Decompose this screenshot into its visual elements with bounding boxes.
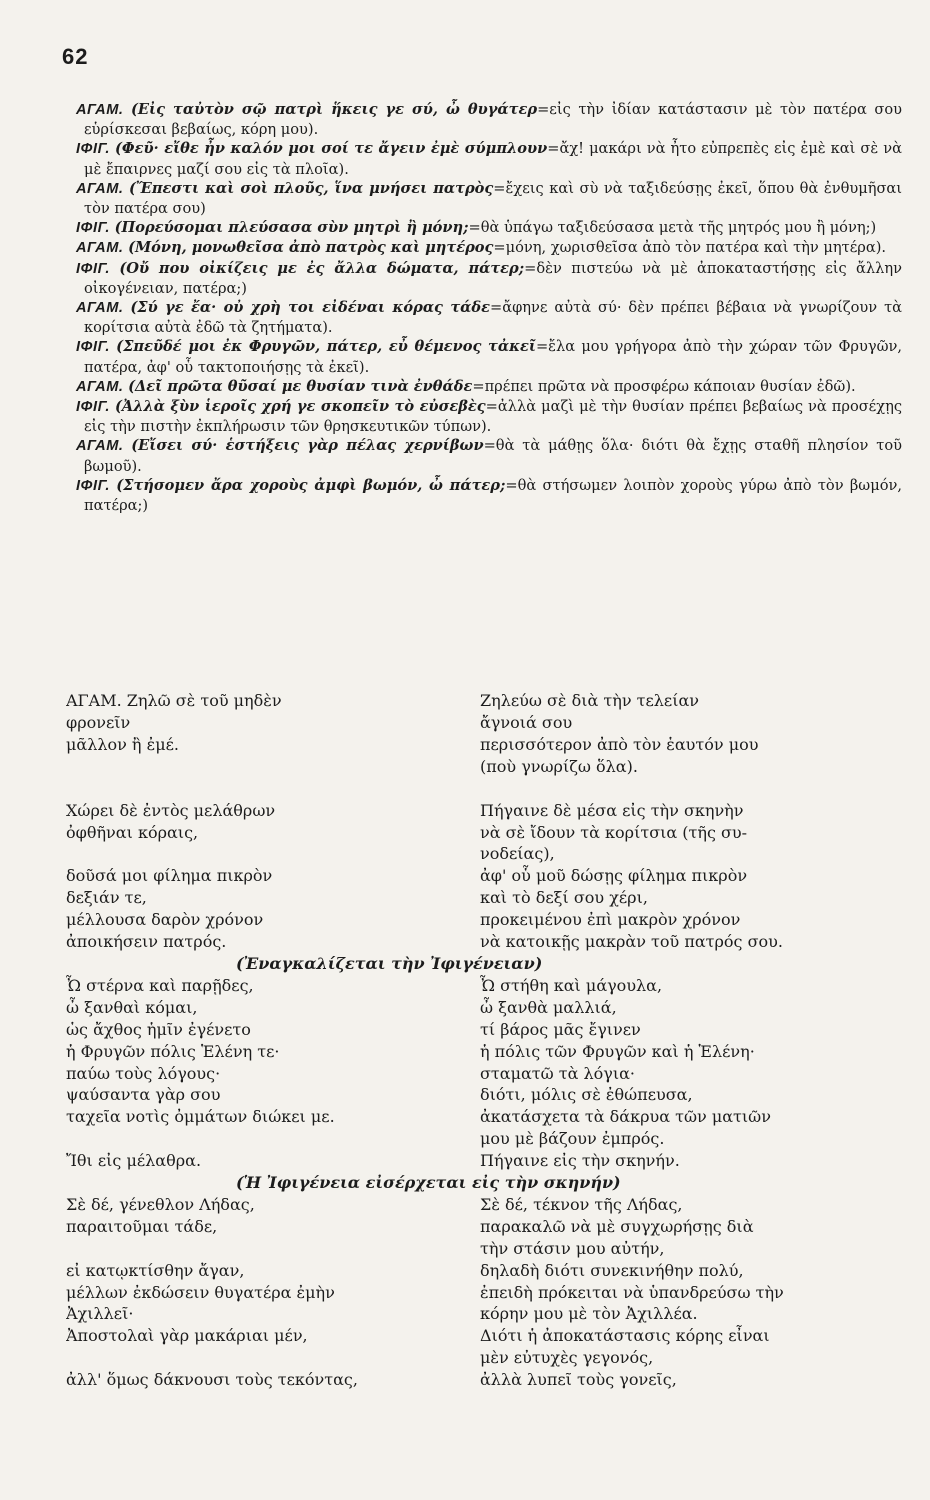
parallel-text-columns <box>66 690 908 1391</box>
ancient-text: (Εἴσει σύ· ἑστήξεις γὰρ πέλας χερνίβων <box>131 437 484 455</box>
modern-verse: διότι, μόλις σὲ ἐθώπευσα, <box>480 1085 693 1105</box>
modern-text: =ἀλλὰ μαζὶ μὲ τὴν θυσίαν πρέπει βεβαίως νὰ προσέχῃς εἰς τὴν πιστὴν ἐκπλήρωσιν τῶν θρησκευτικῶν τύπων). <box>84 398 903 436</box>
verse-row <box>66 1347 908 1369</box>
verse-row <box>66 1216 908 1238</box>
verse-row <box>66 1369 908 1391</box>
prose-dialogue <box>76 100 902 515</box>
verse-row <box>66 1194 908 1216</box>
verse-row <box>66 1282 908 1304</box>
speaker-label: ΙΦΙΓ. <box>76 477 110 494</box>
stanza-gap <box>66 778 908 800</box>
ancient-verse <box>66 1128 480 1150</box>
verse-row <box>66 1150 908 1172</box>
speaker-label: ΙΦΙΓ. <box>76 339 110 356</box>
verse-row <box>66 887 908 909</box>
modern-verse: Πήγαινε δὲ μέσα εἰς τὴν σκηνὴν <box>480 800 744 820</box>
modern-verse: δηλαδὴ διότι συνεκινήθην πολύ, <box>480 1260 744 1280</box>
speaker-label: ΙΦΙΓ. <box>76 141 110 158</box>
ancient-verse: δοῦσά μοι φίλημα πικρὸν <box>66 866 273 886</box>
ancient-verse: Χώρει δὲ ἐντὸς μελάθρων <box>66 800 276 820</box>
ancient-verse: ψαύσαντα γὰρ σου <box>66 1085 221 1105</box>
modern-verse: νὰ σὲ ἴδουν τὰ κορίτσια (τῆς συ- <box>480 822 748 842</box>
ancient-verse: ἀλλ' ὅμως δάκνουσι τοὺς τεκόντας, <box>66 1370 358 1390</box>
verse-row <box>66 1325 908 1347</box>
dialogue-line <box>76 377 902 397</box>
ancient-text: (Εἰς ταὐτὸν σῷ πατρὶ ἥκεις γε σύ, ὦ θυγάτερ <box>131 101 538 118</box>
dialogue-line <box>76 397 902 436</box>
modern-verse: ὦ ξανθὰ μαλλιά, <box>480 997 617 1017</box>
modern-verse: καὶ τὸ δεξί σου χέρι, <box>480 888 648 908</box>
dialogue-line <box>76 436 902 475</box>
ancient-verse: ὦ ξανθαὶ κόμαι, <box>66 997 198 1017</box>
ancient-verse: μέλλων ἐκδώσειν θυγατέρα ἐμὴν <box>66 1282 335 1302</box>
speaker-label: ΑΓΑΜ. <box>76 378 124 395</box>
modern-verse: ἀφ' οὗ μοῦ δώσῃς φίλημα πικρὸν <box>480 866 748 886</box>
ancient-verse: Ὦ στέρνα καὶ παρῇδες, <box>66 975 254 995</box>
dialogue-line <box>76 298 902 337</box>
ancient-verse: ταχεῖα νοτὶς ὀμμάτων διώκει με. <box>66 1107 335 1127</box>
modern-verse: Ὦ στήθη καὶ μάγουλα, <box>480 975 663 995</box>
modern-verse: παρακαλῶ νὰ μὲ συγχωρήσῃς διὰ <box>480 1216 754 1236</box>
ancient-verse: ΑΓΑΜ. Ζηλῶ σὲ τοῦ μηδὲν <box>66 691 282 710</box>
ancient-verse: ἡ Φρυγῶν πόλις Ἑλένη τε· <box>66 1041 280 1061</box>
ancient-verse: μέλλουσα δαρὸν χρόνον <box>66 910 264 930</box>
verse-row <box>66 975 908 997</box>
verse-row <box>66 1106 908 1128</box>
modern-verse: περισσότερον ἀπὸ τὸν ἑαυτόν μου <box>480 734 759 754</box>
modern-verse: τὴν στάσιν μου αὐτήν, <box>480 1238 665 1258</box>
verse-row <box>66 843 908 865</box>
ancient-text: (Ἀλλὰ ξὺν ἱεροῖς χρή γε σκοπεῖν τὸ εὐσεβὲς <box>115 398 486 416</box>
modern-text: =εἰς τὴν ἰδίαν κατάστασιν μὲ τὸν πατέρα σου εὑρίσκεσαι βεβαίως, κόρη μου). <box>84 101 903 139</box>
modern-verse: Διότι ἡ ἀποκατάστασις κόρης εἶναι <box>480 1326 770 1346</box>
modern-verse: προκειμένου ἐπὶ μακρὸν χρόνον <box>480 910 741 930</box>
modern-verse: κόρην μου μὲ τὸν Ἀχιλλέα. <box>480 1304 698 1324</box>
dialogue-line <box>76 476 902 515</box>
ancient-verse: ὀφθῆναι κόραις, <box>66 822 199 842</box>
ancient-text: (Σπεῦδέ μοι ἐκ Φρυγῶν, πάτερ, εὖ θέμενος τἀκεῖ <box>116 338 536 356</box>
modern-verse: μου μὲ βάζουν ἐμπρός. <box>480 1129 665 1149</box>
verse-row <box>66 800 908 822</box>
dialogue-line <box>76 337 902 376</box>
modern-verse: τί βάρος μᾶς ἔγινεν <box>480 1019 641 1039</box>
modern-verse: νὰ κατοικῇς μακρὰν τοῦ πατρός σου. <box>480 932 783 952</box>
modern-text: =ἔχεις καὶ σὺ νὰ ταξιδεύσῃς ἐκεῖ, ὅπου θὰ ἐνθυμῆσαι τὸν πατέρα σου) <box>84 179 902 218</box>
ancient-verse: δεξιάν τε, <box>66 888 147 908</box>
ancient-verse: παραιτοῦμαι τάδε, <box>66 1216 218 1236</box>
ancient-text: (Μόνη, μονωθεῖσα ἀπὸ πατρὸς καὶ μητέρος <box>128 239 494 257</box>
modern-text: =θὰ τὰ μάθῃς ὅλα· διότι θὰ ἔχῃς σταθῆ πλησίον τοῦ βωμοῦ). <box>84 437 903 475</box>
ancient-verse: ὡς ἄχθος ἡμῖν ἐγένετο <box>66 1019 251 1039</box>
dialogue-line <box>76 259 902 298</box>
modern-verse: Πήγαινε εἰς τὴν σκηνήν. <box>480 1151 680 1171</box>
verse-row <box>66 712 908 734</box>
ancient-verse: Ἀχιλλεῖ· <box>66 1304 134 1324</box>
verse-row <box>66 909 908 931</box>
verse-row <box>66 734 908 756</box>
ancient-verse <box>66 756 480 778</box>
verse-row <box>66 1084 908 1106</box>
ancient-text: (Στήσομεν ἄρα χοροὺς ἀμφὶ βωμόν, ὦ πάτερ; <box>116 476 506 494</box>
dialogue-line <box>76 179 902 218</box>
modern-verse: μὲν εὐτυχὲς γεγονός, <box>480 1348 654 1368</box>
dialogue-line <box>76 100 902 139</box>
ancient-verse: μᾶλλον ἢ ἐμέ. <box>66 734 179 754</box>
verse-row <box>66 1260 908 1282</box>
ancient-verse: Σὲ δέ, γένεθλον Λήδας, <box>66 1194 255 1214</box>
verse-row <box>66 756 908 778</box>
speaker-label: ΑΓΑΜ. <box>76 438 124 455</box>
modern-verse: ἡ πόλις τῶν Φρυγῶν καὶ ἡ Ἑλένη· <box>480 1041 755 1061</box>
ancient-verse <box>66 843 480 865</box>
modern-verse: ἀλλὰ λυπεῖ τοὺς γονεῖς, <box>480 1370 677 1390</box>
modern-verse: νοδείας), <box>480 844 555 864</box>
dialogue-line <box>76 238 902 258</box>
speaker-label: ΙΦΙΓ. <box>76 260 110 277</box>
verse-row <box>66 1238 908 1260</box>
ancient-text: (Πορεύσομαι πλεύσασα σὺν μητρὶ ἢ μόνη; <box>114 219 469 237</box>
modern-verse: ἀκατάσχετα τὰ δάκρυα τῶν ματιῶν <box>480 1107 771 1127</box>
verse-row <box>66 822 908 844</box>
modern-text: =θὰ ὑπάγω ταξιδεύσασα μετὰ τῆς μητρός μου ἢ μόνη;) <box>468 219 877 237</box>
speaker-label: ΑΓΑΜ. <box>76 102 124 118</box>
ancient-verse <box>66 1347 480 1369</box>
ancient-text: (Δεῖ πρῶτα θῦσαί με θυσίαν τινὰ ἐνθάδε <box>128 377 473 395</box>
modern-verse: ἄγνοιά σου <box>480 712 573 732</box>
ancient-text: (Φεῦ· εἴθε ἦν καλόν μοι σοί τε ἄγειν ἐμὲ σύμπλουν <box>115 140 548 158</box>
ancient-text: (Σύ γε ἔα· οὐ χρὴ τοι εἰδέναι κόρας τάδε <box>130 299 490 317</box>
modern-verse: ἐπειδὴ πρόκειται νὰ ὑπανδρεύσω τὴν <box>480 1282 784 1302</box>
ancient-text: (Οὔ που οἰκίζεις με ἐς ἄλλα δώματα, πάτερ; <box>119 259 525 277</box>
speaker-label: ΑΓΑΜ. <box>76 240 124 257</box>
speaker-label: ΑΓΑΜ. <box>76 180 124 197</box>
verse-row <box>66 1128 908 1150</box>
modern-verse: σταματῶ τὰ λόγια· <box>480 1063 636 1083</box>
ancient-verse: Ἀποστολαὶ γὰρ μακάριαι μέν, <box>66 1326 308 1346</box>
modern-text: =θὰ στήσωμεν λοιπὸν χοροὺς γύρω ἀπὸ τὸν βωμόν, πατέρα;) <box>84 476 902 515</box>
stage-direction: (Ἡ Ἰφιγένεια εἰσέρχεται εἰς τὴν σκηνήν) <box>236 1173 621 1193</box>
modern-text: =πρέπει πρῶτα νὰ προσφέρω κάποιαν θυσίαν ἐδῶ). <box>472 377 856 395</box>
verse-row <box>66 1041 908 1063</box>
ancient-verse: παύω τοὺς λόγους· <box>66 1063 221 1083</box>
modern-verse: Ζηλεύω σὲ διὰ τὴν τελείαν <box>480 691 700 710</box>
speaker-label: ΙΦΙΓ. <box>76 399 110 416</box>
ancient-verse: ἀποικήσειν πατρός. <box>66 932 227 952</box>
modern-verse: (ποὺ γνωρίζω ὅλα). <box>480 756 638 776</box>
verse-row <box>66 690 908 712</box>
dialogue-line <box>76 139 902 178</box>
modern-verse: Σὲ δέ, τέκνον τῆς Λήδας, <box>480 1194 683 1214</box>
modern-text: =ἄχ! μακάρι νὰ ἦτο εὐπρεπὲς εἰς ἐμὲ καὶ σὲ νὰ μὲ ἔπαιρνες μαζί σου εἰς τὰ πλοῖα). <box>84 140 903 178</box>
verse-row <box>66 931 908 953</box>
ancient-verse: Ἴθι εἰς μέλαθρα. <box>66 1151 202 1171</box>
verse-row <box>66 1303 908 1325</box>
verse-row <box>66 1063 908 1085</box>
verse-row <box>66 1019 908 1041</box>
modern-text: =μόνη, χωρισθεῖσα ἀπὸ τὸν πατέρα καὶ τὴν μητέρα). <box>493 239 887 257</box>
modern-text: =ἔλα μου γρήγορα ἀπὸ τὴν χώραν τῶν Φρυγῶν, πατέρα, ἀφ' οὗ τακτοποιήσῃς τὰ ἐκεῖ). <box>84 338 902 376</box>
verse-row <box>66 997 908 1019</box>
page-number: 62 <box>62 44 89 69</box>
speaker-label: ΑΓΑΜ. <box>76 300 124 317</box>
ancient-text: (Ἔπεστι καὶ σοὶ πλοῦς, ἵνα μνήσει πατρὸς <box>129 179 494 197</box>
ancient-verse: φρονεῖν <box>66 712 131 732</box>
modern-text: =δὲν πιστεύω νὰ μὲ ἀποκαταστήσῃς εἰς ἄλλην οἰκογένειαν, πατέρα;) <box>84 259 903 297</box>
verse-row <box>66 865 908 887</box>
ancient-verse: εἰ κατῳκτίσθην ἄγαν, <box>66 1260 245 1280</box>
stage-direction: (Ἐναγκαλίζεται τὴν Ἰφιγένειαν) <box>236 953 543 973</box>
modern-text: =ἄφηνε αὐτὰ σύ· δὲν πρέπει βέβαια νὰ γνωρίζουν τὰ κορίτσια αὐτὰ ἐδῶ τὰ ζητήματα). <box>84 299 903 337</box>
ancient-verse <box>66 1238 480 1260</box>
dialogue-line <box>76 218 902 238</box>
speaker-label: ΙΦΙΓ. <box>76 220 110 237</box>
